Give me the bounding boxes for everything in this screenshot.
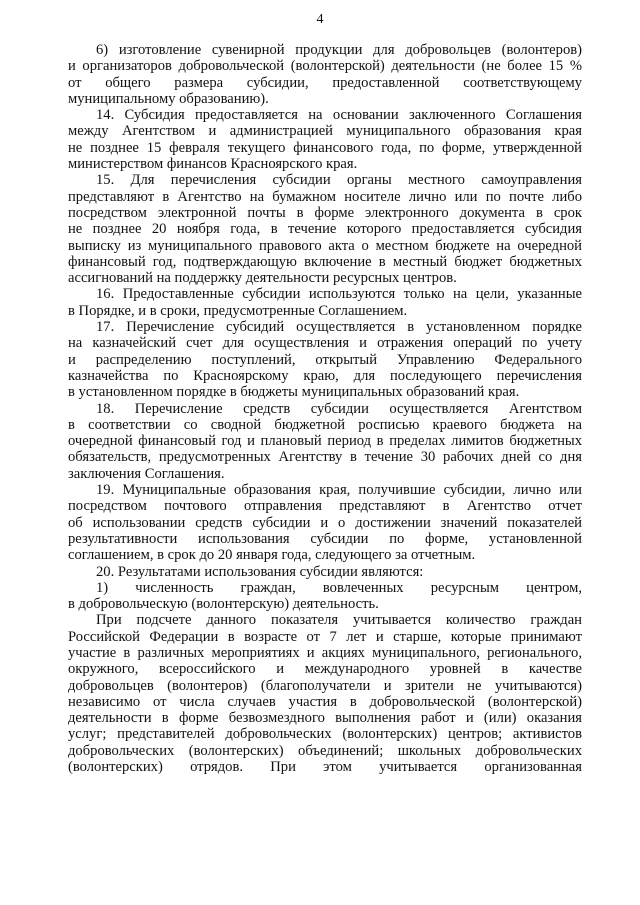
text-line: посредством почтового отправления представляют в Агентство отчет (68, 498, 582, 515)
text-line: финансовый год, подтверждающую включение в местный бюджет бюджетных (68, 253, 582, 270)
text-line: от общего размера субсидии, предоставленной соответствующему (68, 74, 582, 91)
paragraph (68, 482, 582, 563)
text-line: обязательств, предусмотренных Агентству в течение 30 рабочих дней со дня (68, 449, 582, 466)
text-line: выписку из муниципального правового акта о местном бюджете на очередной (68, 237, 582, 254)
text-line: об использовании средств субсидии и о достижении значений показателей (68, 514, 582, 531)
text-line: 1) численность граждан, вовлеченных ресурсным центром, (96, 579, 582, 596)
text-line: между Агентством и администрацией муниципального образования края (68, 123, 582, 140)
text-line: на казначейский счет для осуществления и отражения операций по учету (68, 335, 582, 352)
text-line: посредством электронной почты в форме электронного документа в срок (68, 204, 582, 221)
text-line: в соответствии со сводной бюджетной росписью краевого бюджета на (68, 416, 582, 433)
document-body (68, 42, 582, 775)
text-line: казначейства по Красноярскому краю, для последующего перечисления (68, 367, 582, 384)
text-line: соглашением, в срок до 20 января года, следующего за отчетным. (68, 547, 476, 564)
text-line: не позднее 20 ноября года, в течение которого предоставляется субсидия (68, 221, 582, 238)
text-line: заключения Соглашения. (68, 465, 225, 482)
paragraph (68, 564, 582, 580)
text-line: При подсчете данного показателя учитывается количество граждан (96, 612, 582, 629)
text-line: Российской Федерации в возрасте от 7 лет и старше, которые принимают (68, 628, 582, 645)
paragraph (68, 612, 582, 775)
text-line: 18. Перечисление средств субсидии осуществляется Агентством (96, 400, 582, 417)
text-line: добровольческих (волонтерских) объединений; школьных добровольческих (68, 742, 582, 759)
text-line: министерством финансов Красноярского края. (68, 156, 358, 173)
text-line: и организаторов добровольческой (волонтерской) деятельности (не более 15 % (68, 58, 582, 75)
text-line: очередной финансовый год и плановый период в пределах лимитов бюджетных (68, 433, 582, 450)
text-line: деятельности в форме безвозмездного выполнения работ и (или) оказания (68, 710, 582, 727)
text-line: и распределению поступлений, открытый Управлению Федерального (68, 351, 582, 368)
text-line: 20. Результатами использования субсидии являются: (96, 563, 424, 580)
text-line: в добровольческую (волонтерскую) деятельность. (68, 596, 379, 613)
text-line: 14. Субсидия предоставляется на основании заключенного Соглашения (96, 107, 582, 124)
text-line: (волонтерских) отрядов. При этом учитывается организованная (68, 759, 582, 776)
text-line: 6) изготовление сувенирной продукции для добровольцев (волонтеров) (96, 42, 582, 58)
text-line: 16. Предоставленные субсидии используются только на цели, указанные (96, 286, 582, 303)
text-line: независимо от числа случаев участия в добровольческой (волонтерской) (68, 693, 582, 710)
paragraph (68, 286, 582, 319)
text-line: представляют в Агентство на бумажном носителе лично или по почте либо (68, 188, 582, 205)
text-line: не позднее 15 февраля текущего финансового года, по форме, утвержденной (68, 139, 582, 156)
paragraph (68, 107, 582, 172)
text-line: добровольцев (волонтеров) (благополучатели и зрители не учитываются) (68, 677, 582, 694)
text-line: в Порядке, и в сроки, предусмотренные Соглашением. (68, 302, 408, 319)
paragraph (68, 42, 582, 107)
paragraph (68, 401, 582, 482)
text-line: участие в различных мероприятиях и акциях муниципального, регионального, (68, 644, 582, 661)
text-line: 15. Для перечисления субсидии органы местного самоуправления (96, 172, 582, 189)
text-line: в установленном порядке в бюджеты муниципальных образований края. (68, 384, 520, 401)
text-line: 19. Муниципальные образования края, получившие субсидии, лично или (96, 482, 582, 499)
text-line: ассигнований на поддержку деятельности ресурсных центров. (68, 270, 457, 287)
text-line: окружного, всероссийского и международного уровней в качестве (68, 661, 582, 678)
text-line: 17. Перечисление субсидий осуществляется в установленном порядке (96, 319, 582, 336)
text-line: результативности использования субсидии по форме, установленной (68, 530, 582, 547)
text-line: муниципальному образованию). (68, 90, 269, 107)
text-line: услуг; представителей добровольческих (волонтерских) центров; активистов (68, 726, 582, 743)
paragraph (68, 319, 582, 400)
paragraph (68, 172, 582, 286)
page-number: 4 (316, 12, 324, 27)
paragraph (68, 580, 582, 613)
